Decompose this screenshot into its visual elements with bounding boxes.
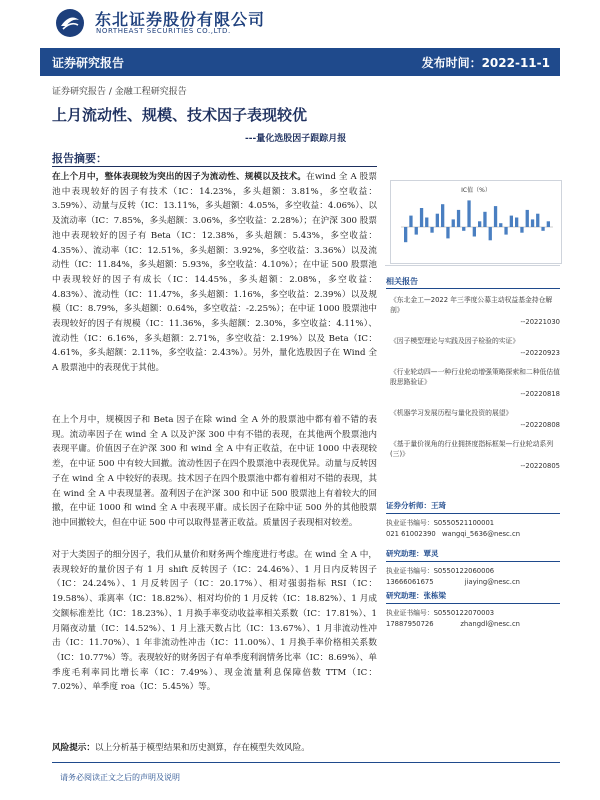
related-reports-list [390,295,560,480]
related-report-date: --20221030 [520,318,560,326]
summary-paragraph-3-text: 对于大类因子的细分因子，我们从量价和财务两个维度进行考虑。在 wind 全 A 中，表现较好的量价因子有 1 月 shift 反转因子（IC：24.46%）、1 月日内反转因子（IC：24.24%）、1 月反转因子（IC：20.17%）、相对强弱指标 RSI（IC：19.58%）、乖离率（IC：18.82%）、相对均价的 1 月反转（IC：18.82%）、1 月成交额标准差比（IC：18.23%）、1 月换手率变动收益率相关系数（IC：17.81%）、1 月隔夜动量（IC：14.52%）、1 月上涨天数占比（IC：13.67%）、1 月非流动性冲击（IC：11.70%）、1 年非流动性冲击（IC：11.00%）、1 月换手率价格相关系数（IC：10.77%）等。表现较好的财务因子有单季度利润情务比率（IC：8.69%）、单季度毛利率同比增长率（IC：7.49%）、现金流量利息保障倍数 TTM（IC：7.02%）、单季度 roa（IC：5.45%）等。 [52,550,377,693]
analyst-role: 证券分析师：王琦 [386,500,560,514]
related-report-title: 《因子模型理论与实践及因子检验的实证》 [390,337,520,345]
analyst-contact [386,529,560,540]
related-report-item[interactable] [390,336,560,358]
related-report-item[interactable] [390,367,560,399]
sidebar-chart-bar [536,214,539,227]
footer-divider [52,762,560,763]
sidebar-chart-bar [425,218,428,228]
sidebar-chart-bar [467,200,470,227]
analyst-block [386,590,560,630]
sidebar-chart-bar [415,227,418,235]
related-report-date: --20220923 [520,349,560,357]
header-bar [40,48,560,76]
analyst-license: 执业证书编号：S0550122060006 [386,567,495,575]
related-report-date: --20220805 [520,462,560,470]
sidebar-chart-bar [457,210,460,227]
sidebar-chart-bar [420,208,423,227]
summary-paragraph-2 [52,413,377,531]
summary-paragraph-3 [52,548,377,695]
sidebar-chart-bar [409,216,412,227]
related-report-title: 《行业轮动四—一种行业轮动增强策略探索和二种低估值股思路验证》 [390,368,560,386]
sidebar-chart-bar [499,223,502,227]
sidebar-chart-bar [515,218,518,228]
sidebar-chart-bar [504,227,507,235]
analyst-license: 执业证书编号：S0550122070003 [386,609,495,617]
risk-label: 风险提示： [52,743,95,753]
sidebar-chart-bar [404,227,407,242]
sidebar-chart-svg [391,181,561,263]
analyst-role: 研究助理：张栋梁 [386,590,560,604]
related-report-date: --20220818 [520,390,560,398]
risk-text: 以上分析基于模型结果和历史测算，存在模型失效风险。 [94,743,310,753]
related-report-item[interactable] [390,295,560,327]
company-name-en: NORTHEAST SECURITIES CO.,LTD. [96,27,231,35]
publish-date: 发布时间：2022-11-1 [421,56,550,70]
analyst-block [386,500,560,540]
breadcrumb: 证券研究报告 / 金融工程研究报告 [52,87,187,97]
sidebar-chart-bar [494,206,497,227]
sidebar-chart-bar [526,210,529,227]
summary-heading: 报告摘要： [52,152,107,165]
company-logo [55,8,85,38]
report-type-label: 证券研究报告 [52,56,125,70]
company-name-cn: 东北证券股份有限公司 [95,10,266,29]
sidebar-chart-bar [547,221,550,227]
sidebar-chart-bar [520,227,523,233]
sidebar-chart-bar [430,227,433,233]
sidebar-chart-bar [483,212,486,227]
sidebar-chart-bar [531,219,534,227]
summary-body: 在wind 全 A 股票池中表现较好的因子有技术（IC：14.23%，多头超额：3.81%，多空收益：3.59%）、动量与反转（IC：13.11%，多头超额：4.05%，多空收益：4.06%）、以及流动率（IC：7.85%，多头超额：3.06%，多空收益：2.28%）；在沪深 300 股票池中表现较好的因子有 Beta（IC：12.38%，多头超额：5.43%，多空收益：4.35%）、流动率（IC：12.51%，多头超额：3.92%，多空收益：3.36%）以及流动性（IC：11.84%，多头超额：5.93%，多空收益：4.10%）；在中证 500 股票池中表现较好的因子有成长（IC：14.45%，多头超额：2.08%，多空收益：4.83%）、流动性（IC：11.47%，多头超额：1.16%，多空收益：2.39%）以及规模（IC：8.79%，多头超额：0.64%，多空收益：-2.25%）；在中证 1000 股票池中表现较好的因子有规模（IC：11.36%，多头超额：2.30%，多空收益：4.11%）、流动性（IC：6.16%，多头超额：2.71%，多空收益：2.19%）以及 Beta（IC：4.61%，多头超额：2.11%，多空收益：2.43%）。另外，量化选股因子在 Wind 全 A 股票池中的表现优于其他。 [52,172,377,374]
sidebar-chart-bar [441,204,444,227]
risk-warning [52,741,310,753]
analyst-contact [386,619,560,630]
related-report-title: 《基于量价视角的行业拥挤度指标框架—行业轮动系列(三)》 [390,440,554,458]
analyst-phone: 13666061675 [386,578,434,586]
page-title: 上月流动性、规模、技术因子表现较优 [52,106,308,124]
analyst-contact [386,577,560,588]
related-reports-heading: 相关报告 [386,276,560,289]
analyst-phone: 17887950726 [386,620,434,628]
summary-divider [52,166,377,167]
analyst-phone: 021 61002390 [386,530,436,538]
sidebar-chart-bar [473,227,476,237]
related-report-title: 《机器学习发展历程与量化投资的展望》 [390,409,513,417]
sidebar-chart-bar [436,214,439,227]
analyst-email[interactable]: zhangdl@nesc.cn [460,620,520,628]
sidebar-chart-bar [541,227,544,231]
related-report-title: 《东北金工—2022 年三季度公募主动权益基金持仓解剖》 [390,296,553,314]
sidebar-chart-bar [478,221,481,227]
summary-lead: 在上个月中，整体表现较为突出的因子为流动性、规模以及技术。 [52,172,307,182]
footer-disclaimer: 请务必阅读正文之后的声明及说明 [60,773,180,782]
analyst-block [386,548,560,588]
related-report-item[interactable] [390,408,560,430]
sidebar-chart-bar [452,219,455,227]
summary-paragraph-1 [52,170,377,376]
analyst-email[interactable]: jiaying@nesc.cn [464,578,520,586]
sidebar-chart [390,180,562,264]
sidebar-chart-bar [489,227,492,240]
sidebar-chart-bar [510,216,513,227]
page-subtitle: ---量化选股因子跟踪月报 [245,134,347,144]
related-report-date: --20220808 [520,421,560,429]
analyst-role: 研究助理：覃灵 [386,548,560,562]
analyst-email[interactable]: wangqi_5636@nesc.cn [441,530,520,538]
sidebar-divider [385,265,560,266]
sidebar-chart-bar [446,227,449,238]
summary-paragraph-2-text: 在上个月中，规模因子和 Beta 因子在除 wind 全 A 外的股票池中都有着不错的表现。流动率因子在 wind 全 A 以及沪深 300 中有不错的表现，在其他两个股票池内表现平庸。价值因子在沪深 300 和 wind 全 A 中有正收益，在中证 1000 中表现较差，在中证 500 中有较大回撤。流动性因子在四个股票池中表现优异。动量与反转因子在 wind 全 A 中较好的表现。技术因子在四个股票池中都有着相对不错的表现，其在 wind 全 A 中表现显著。盈利因子在沪深 300 和中证 500 股票池上有着较大的回撤，在中证 1000 和 wind 全 A 中表现平庸。成长因子在除中证 500 外的其他股票池中回撤较大，但在中证 500 中可以取得显著正收益。质量因子表现相对较差。 [52,415,377,528]
analyst-license: 执业证书编号：S0550521100001 [386,519,495,527]
related-report-item[interactable] [390,439,560,471]
sidebar-chart-bar [462,227,465,231]
sidebar-chart-title: IC值（%） [461,187,491,194]
